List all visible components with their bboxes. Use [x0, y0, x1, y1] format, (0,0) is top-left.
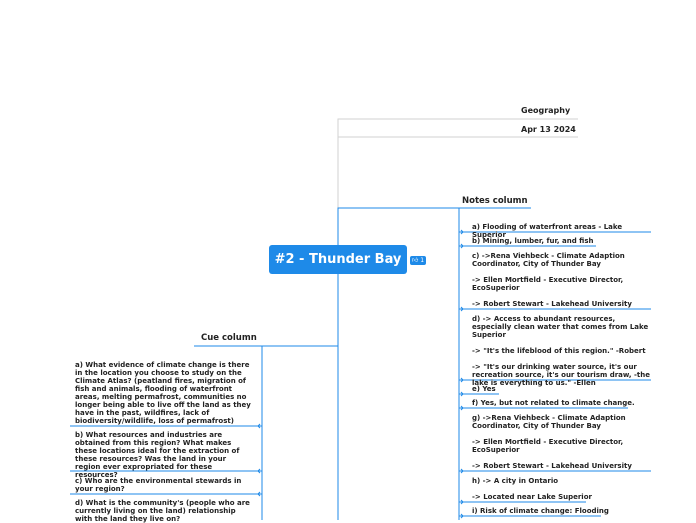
notes-item-e[interactable]: e) Yes	[472, 385, 496, 393]
root-topic[interactable]: #2 - Thunder Bay	[269, 245, 407, 274]
notes-item-h[interactable]: h) -> A city in Ontario -> Located near Lake Superior	[472, 477, 592, 501]
topic-date[interactable]: Apr 13 2024	[521, 125, 576, 134]
notes-item-b[interactable]: b) Mining, lumber, fur, and fish	[472, 237, 594, 245]
like-badge[interactable]	[410, 256, 426, 265]
topic-geography[interactable]: Geography	[521, 106, 571, 115]
cue-item-d[interactable]: d) What is the community's (people who are currently living on the land) relationship with the land they live on?	[75, 499, 250, 523]
cue-item-b[interactable]: b) What resources and industries are obtained from this region? What makes these locations ideal for the extraction of these resources? Was the land in your region ever expropriated for these resources?	[75, 431, 240, 479]
thumbs-up-icon: 👍︎	[411, 257, 419, 264]
notes-item-d[interactable]: d) -> Access to abundant resources, especially clean water that comes from Lake Superior -> "It's the lifeblood of this region." -Robert -> "It's our drinking water source, it's our recreation source, it's our tourism draw, -the lake is everything to us." -Ellen	[472, 315, 650, 387]
notes-item-i[interactable]: i) Risk of climate change: Flooding	[472, 507, 609, 515]
cue-item-c[interactable]: c) Who are the environmental stewards in your region?	[75, 477, 242, 493]
notes-item-g[interactable]: g) ->Rena Viehbeck - Climate Adaption Coordinator, City of Thunder Bay -> Ellen Mortfield - Executive Director, EcoSuperior -> Robert Stewart - Lakehead University	[472, 414, 632, 470]
notes-column-title[interactable]: Notes column	[462, 196, 528, 206]
notes-item-a[interactable]: a) Flooding of waterfront areas - Lake Superior	[472, 223, 623, 239]
notes-item-c[interactable]: c) ->Rena Viehbeck - Climate Adaption Coordinator, City of Thunder Bay -> Ellen Mortfield - Executive Director, EcoSuperior -> Robert Stewart - Lakehead University	[472, 252, 632, 308]
notes-item-f[interactable]: f) Yes, but not related to climate change.	[472, 399, 635, 407]
cue-item-a[interactable]: a) What evidence of climate change is there in the location you choose to study on the Climate Atlas? (peatland fires, migration of fish and animals, flooding of waterfront areas, melting permafrost, communities no longer being able to live off the land as they have in the past, wildfires, lack of biodiversity/wildlife, loss of permafrost)	[75, 361, 251, 425]
cue-column-title[interactable]: Cue column	[201, 333, 257, 343]
like-count: 1	[420, 257, 425, 264]
